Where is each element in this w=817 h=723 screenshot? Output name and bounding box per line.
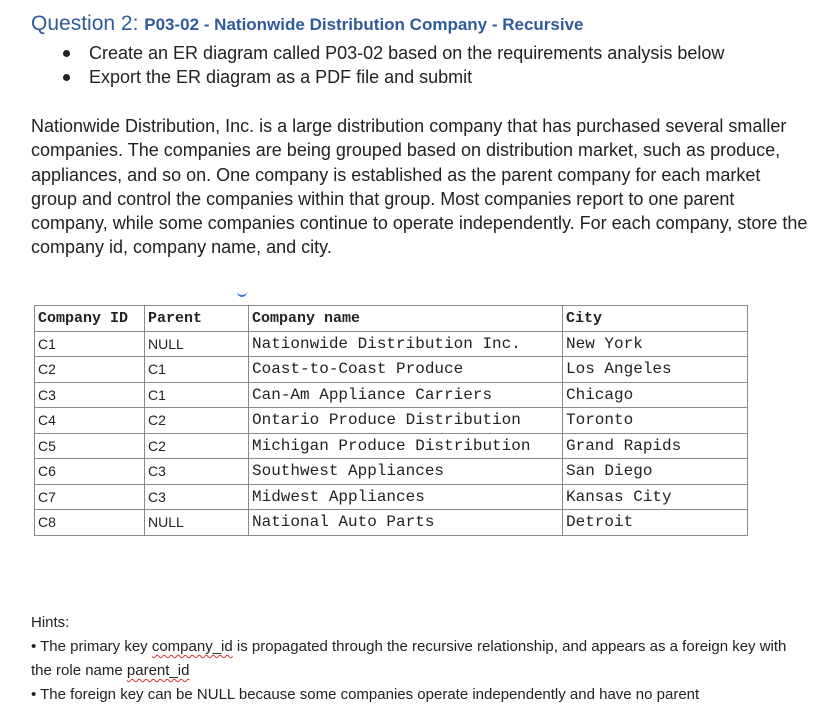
parent-cell: C3	[145, 459, 249, 485]
table-row	[35, 408, 748, 434]
question-title	[31, 12, 584, 36]
company-name-cell: Midwest Appliances	[249, 484, 563, 510]
parent-cell: C1	[145, 357, 249, 383]
company-table	[34, 305, 748, 536]
company-id-cell: C8	[35, 510, 145, 536]
table-row	[35, 484, 748, 510]
company-id-cell: C5	[35, 433, 145, 459]
column-header-company-name: Company name	[249, 306, 563, 332]
instruction-item: Export the ER diagram as a PDF file and submit	[60, 65, 724, 89]
hints-label: Hints:	[31, 614, 70, 631]
city-cell: Kansas City	[563, 484, 748, 510]
parent-cell: C2	[145, 433, 249, 459]
column-header-city: City	[563, 306, 748, 332]
table-row	[35, 459, 748, 485]
column-header-company-id: Company ID	[35, 306, 145, 332]
table-body	[35, 331, 748, 535]
collapse-marker-icon[interactable]	[237, 289, 247, 297]
company-name-cell: Can-Am Appliance Carriers	[249, 382, 563, 408]
company-id-cell: C6	[35, 459, 145, 485]
company-id-cell: C3	[35, 382, 145, 408]
parent-cell: C3	[145, 484, 249, 510]
city-cell: Toronto	[563, 408, 748, 434]
company-id-cell: C4	[35, 408, 145, 434]
requirements-paragraph: Nationwide Distribution, Inc. is a large distribution company that has purchased several smaller companies. The companies are being grouped based on distribution market, such as produce, appliances, and so on. One company is established as the parent company for each market group and control the companies within that group. Most companies report to one parent company, while some companies continue to operate independently. For each company, store the company id, company name, and city.	[31, 116, 808, 258]
hints-section	[31, 611, 811, 707]
company-name-cell: Nationwide Distribution Inc.	[249, 331, 563, 357]
parent-cell: NULL	[145, 510, 249, 536]
parent-cell: NULL	[145, 331, 249, 357]
hint1-text-middle: is propagated through the recursive relationship, and appears as a foreign key with the role name	[31, 638, 787, 679]
question-number: Question 2:	[31, 12, 139, 35]
hint1-text-start: • The primary key	[31, 638, 152, 655]
column-header-parent: Parent	[145, 306, 249, 332]
table-row	[35, 331, 748, 357]
hint-foreign-key-null: • The foreign key can be NULL because some companies operate independently and have no parent	[31, 686, 700, 703]
company-name-cell: Michigan Produce Distribution	[249, 433, 563, 459]
city-cell: Chicago	[563, 382, 748, 408]
instruction-list	[60, 41, 724, 89]
company-name-cell: Ontario Produce Distribution	[249, 408, 563, 434]
table-row	[35, 382, 748, 408]
company-name-cell: Coast-to-Coast Produce	[249, 357, 563, 383]
city-cell: New York	[563, 331, 748, 357]
table-row	[35, 357, 748, 383]
city-cell: Los Angeles	[563, 357, 748, 383]
parent-cell: C2	[145, 408, 249, 434]
table-row	[35, 433, 748, 459]
city-cell: Detroit	[563, 510, 748, 536]
hint-primary-key	[31, 635, 811, 683]
question-subtitle: P03-02 - Nationwide Distribution Company - Recursive	[144, 15, 584, 34]
table-header-row	[35, 306, 748, 332]
parent-cell: C1	[145, 382, 249, 408]
company-id-cell: C7	[35, 484, 145, 510]
instruction-item: Create an ER diagram called P03-02 based on the requirements analysis below	[60, 41, 724, 65]
company-name-cell: Southwest Appliances	[249, 459, 563, 485]
city-cell: Grand Rapids	[563, 433, 748, 459]
table-row	[35, 510, 748, 536]
company-name-cell: National Auto Parts	[249, 510, 563, 536]
hint1-company-id: company_id	[151, 638, 233, 655]
company-id-cell: C1	[35, 331, 145, 357]
hint1-parent-id: parent_id	[126, 662, 190, 679]
company-id-cell: C2	[35, 357, 145, 383]
city-cell: San Diego	[563, 459, 748, 485]
